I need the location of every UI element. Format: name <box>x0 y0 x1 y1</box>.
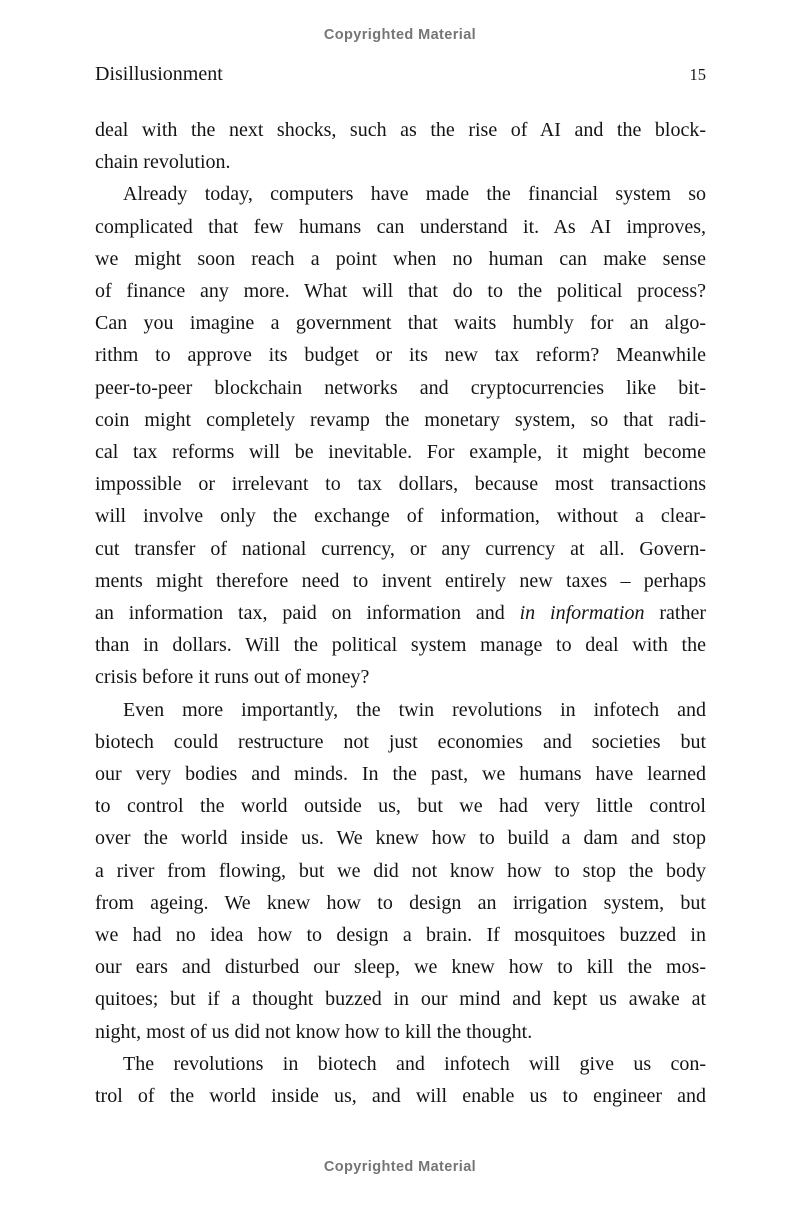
text-line: our ears and disturbed our sleep, we knew how to kill the mos- <box>95 956 706 979</box>
text-line: we might soon reach a point when no human can make sense <box>95 247 706 270</box>
page-number: 15 <box>689 65 706 84</box>
text-line: our very bodies and minds. In the past, we humans have learned <box>95 763 706 786</box>
copyright-notice-top: Copyrighted Material <box>323 27 477 43</box>
running-head-title: Disillusionment <box>95 63 223 85</box>
text-line: an information tax, paid on information and in information rather <box>95 602 706 625</box>
paragraph <box>95 1048 706 1112</box>
text-line: from ageing. We knew how to design an irrigation system, but <box>95 891 706 914</box>
text-line: cut transfer of national currency, or any currency at all. Govern- <box>95 537 706 560</box>
text-line: chain revolution. <box>95 151 231 174</box>
text-line: to control the world outside us, but we had very little control <box>95 795 706 818</box>
text-line: crisis before it runs out of money? <box>95 666 370 689</box>
body-text <box>95 114 706 1112</box>
text-line: biotech could restructure not just economies and societies but <box>95 730 706 753</box>
text-line: ments might therefore need to invent entirely new taxes – perhaps <box>95 569 706 592</box>
text-line: night, most of us did not know how to kill the thought. <box>95 1020 533 1043</box>
text-line: will involve only the exchange of information, without a clear- <box>95 505 706 528</box>
text-line: Already today, computers have made the financial system so <box>123 183 706 206</box>
text-line: quitoes; but if a thought buzzed in our mind and kept us awake at <box>95 988 706 1011</box>
text-line: complicated that few humans can understand it. As AI improves, <box>95 215 706 238</box>
paragraph <box>95 694 706 1048</box>
text-line: trol of the world inside us, and will enable us to engineer and <box>95 1085 706 1108</box>
paragraph <box>95 178 706 693</box>
text-line: peer-to-peer blockchain networks and cryptocurrencies like bit- <box>95 376 706 399</box>
text-line: over the world inside us. We knew how to build a dam and stop <box>95 827 706 850</box>
text-line: cal tax reforms will be inevitable. For example, it might become <box>95 441 706 464</box>
text-line: impossible or irrelevant to tax dollars, because most transactions <box>95 473 706 496</box>
text-line: The revolutions in biotech and infotech will give us con- <box>123 1052 706 1075</box>
text-line: we had no idea how to design a brain. If mosquitoes buzzed in <box>95 924 706 947</box>
text-line: Even more importantly, the twin revolutions in infotech and <box>123 698 706 721</box>
text-line: Can you imagine a government that waits humbly for an algo- <box>95 312 706 335</box>
paragraph <box>95 114 706 178</box>
text-line: coin might completely revamp the monetary system, so that radi- <box>95 408 706 431</box>
text-line: of finance any more. What will that do to the political process? <box>95 280 706 303</box>
text-line: a river from flowing, but we did not know how to stop the body <box>95 859 706 882</box>
text-line: than in dollars. Will the political system manage to deal with the <box>95 634 706 657</box>
text-line: rithm to approve its budget or its new tax reform? Meanwhile <box>95 344 706 367</box>
copyright-notice-bottom: Copyrighted Material <box>323 1159 477 1175</box>
text-line: deal with the next shocks, such as the rise of AI and the block- <box>95 119 706 141</box>
